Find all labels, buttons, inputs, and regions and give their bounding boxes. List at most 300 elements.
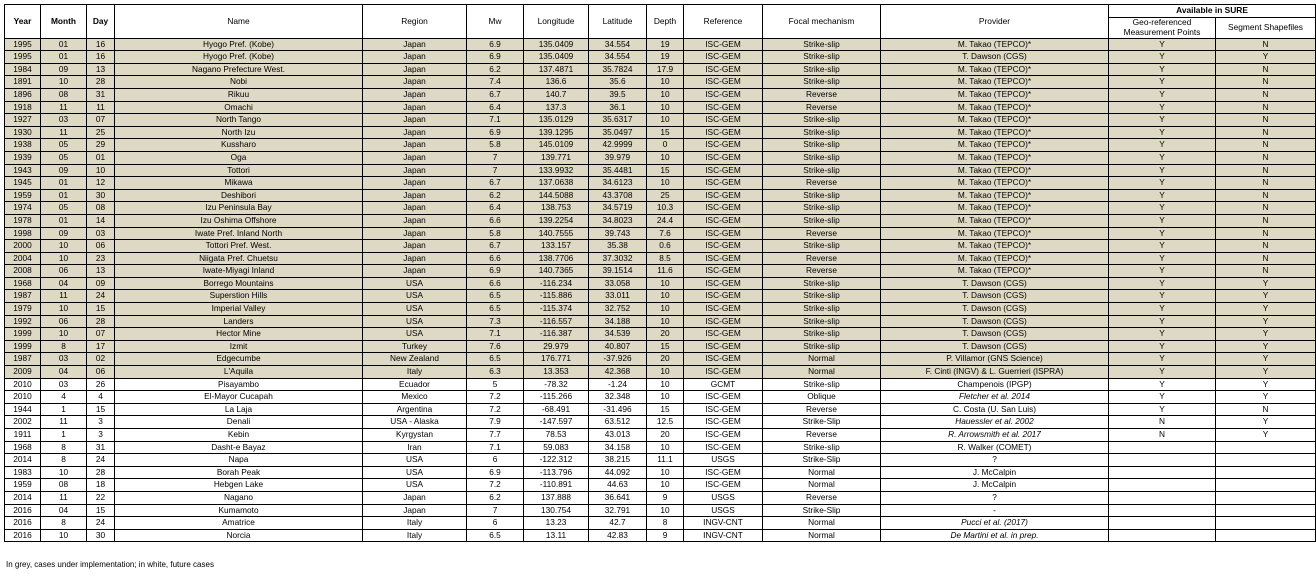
cell-reference: ISC-GEM [684, 202, 763, 215]
table-row [5, 454, 1316, 467]
cell-name: Tottori [115, 164, 363, 177]
cell-mw: 7.9 [467, 416, 524, 429]
cell-reference: ISC-GEM [684, 265, 763, 278]
cell-year: 1939 [5, 151, 41, 164]
cell-latitude: 36.1 [589, 101, 647, 114]
cell-latitude: 32.791 [589, 504, 647, 517]
cell-year: 2000 [5, 240, 41, 253]
cell-month: 09 [41, 164, 87, 177]
cell-region: Japan [363, 164, 467, 177]
cell-segment-shapefiles: Y [1216, 315, 1316, 328]
cell-year: 2008 [5, 265, 41, 278]
cell-name: Hector Mine [115, 328, 363, 341]
cell-longitude: -110.891 [524, 479, 589, 492]
cell-day: 11 [87, 101, 115, 114]
cell-latitude: 43.3708 [589, 189, 647, 202]
cell-region: USA [363, 454, 467, 467]
col-header-day: Day [87, 5, 115, 39]
table-row [5, 202, 1316, 215]
cell-latitude: 33.058 [589, 277, 647, 290]
cell-month: 03 [41, 353, 87, 366]
cell-focal-mechanism: Reverse [763, 265, 881, 278]
col-header-segment-shapefiles: Segment Shapefiles [1216, 17, 1316, 38]
cell-mw: 6.4 [467, 202, 524, 215]
cell-month: 09 [41, 63, 87, 76]
cell-provider: M. Takao (TEPCO)* [881, 101, 1109, 114]
cell-latitude: 44.092 [589, 466, 647, 479]
cell-longitude: -78.32 [524, 378, 589, 391]
cell-provider: F. Cinti (INGV) & L. Guerrieri (ISPRA) [881, 366, 1109, 379]
table-row [5, 214, 1316, 227]
cell-month: 01 [41, 177, 87, 190]
cell-provider: M. Takao (TEPCO)* [881, 189, 1109, 202]
col-header-year: Year [5, 5, 41, 39]
cell-day: 15 [87, 303, 115, 316]
cell-latitude: 40.807 [589, 340, 647, 353]
cell-longitude: 145.0109 [524, 139, 589, 152]
cell-depth: 8.5 [647, 252, 684, 265]
cell-day: 03 [87, 227, 115, 240]
cell-geo-referenced-points: Y [1109, 403, 1216, 416]
cell-provider: T. Dawson (CGS) [881, 315, 1109, 328]
cell-year: 2014 [5, 454, 41, 467]
cell-segment-shapefiles: Y [1216, 340, 1316, 353]
cell-geo-referenced-points: Y [1109, 277, 1216, 290]
cell-mw: 7.7 [467, 429, 524, 442]
cell-longitude: 29.979 [524, 340, 589, 353]
table-row [5, 303, 1316, 316]
cell-mw: 6.7 [467, 177, 524, 190]
cell-name: Kebin [115, 429, 363, 442]
cell-month: 8 [41, 441, 87, 454]
cell-latitude: -37.926 [589, 353, 647, 366]
cell-geo-referenced-points: Y [1109, 265, 1216, 278]
cell-geo-referenced-points [1109, 504, 1216, 517]
cell-name: Edgecumbe [115, 353, 363, 366]
cell-geo-referenced-points: N [1109, 416, 1216, 429]
cell-day: 16 [87, 38, 115, 51]
cell-year: 2010 [5, 391, 41, 404]
cell-segment-shapefiles: N [1216, 265, 1316, 278]
cell-provider: J. McCalpin [881, 479, 1109, 492]
cell-reference: ISC-GEM [684, 114, 763, 127]
cell-geo-referenced-points: Y [1109, 177, 1216, 190]
cell-region: New Zealand [363, 353, 467, 366]
cell-day: 3 [87, 416, 115, 429]
cell-reference: ISC-GEM [684, 227, 763, 240]
cell-provider: T. Dawson (CGS) [881, 303, 1109, 316]
table-row [5, 240, 1316, 253]
cell-latitude: 39.5 [589, 88, 647, 101]
table-row [5, 63, 1316, 76]
cell-mw: 7.1 [467, 114, 524, 127]
cell-longitude: 137.4871 [524, 63, 589, 76]
cell-reference: ISC-GEM [684, 214, 763, 227]
cell-year: 1979 [5, 303, 41, 316]
cell-focal-mechanism: Strike-slip [763, 126, 881, 139]
cell-year: 1959 [5, 189, 41, 202]
cell-latitude: 32.752 [589, 303, 647, 316]
cell-longitude: 140.7 [524, 88, 589, 101]
cell-segment-shapefiles: Y [1216, 290, 1316, 303]
cell-latitude: 35.0497 [589, 126, 647, 139]
table-row [5, 114, 1316, 127]
cell-day: 16 [87, 51, 115, 64]
table-row [5, 529, 1316, 542]
cell-region: USA [363, 315, 467, 328]
cell-day: 28 [87, 315, 115, 328]
cell-focal-mechanism: Normal [763, 479, 881, 492]
cell-segment-shapefiles: N [1216, 63, 1316, 76]
table-row [5, 177, 1316, 190]
cell-depth: 15 [647, 340, 684, 353]
cell-latitude: 42.368 [589, 366, 647, 379]
cell-mw: 7.3 [467, 315, 524, 328]
cell-name: La Laja [115, 403, 363, 416]
cell-region: Italy [363, 517, 467, 530]
cell-geo-referenced-points [1109, 491, 1216, 504]
cell-day: 25 [87, 126, 115, 139]
cell-provider: ? [881, 491, 1109, 504]
cell-depth: 10 [647, 151, 684, 164]
table-row [5, 139, 1316, 152]
cell-depth: 10 [647, 88, 684, 101]
col-header-focal-mechanism: Focal mechanism [763, 5, 881, 39]
cell-focal-mechanism: Strike-slip [763, 51, 881, 64]
cell-year: 1983 [5, 466, 41, 479]
cell-longitude: -115.886 [524, 290, 589, 303]
cell-region: USA [363, 277, 467, 290]
col-header-name: Name [115, 5, 363, 39]
cell-name: North Tango [115, 114, 363, 127]
cell-segment-shapefiles: N [1216, 202, 1316, 215]
cell-mw: 6.3 [467, 366, 524, 379]
cell-day: 09 [87, 277, 115, 290]
cell-name: L'Aquila [115, 366, 363, 379]
cell-longitude: 133.157 [524, 240, 589, 253]
cell-name: Nobi [115, 76, 363, 89]
col-header-reference: Reference [684, 5, 763, 39]
cell-longitude: 13.353 [524, 366, 589, 379]
cell-segment-shapefiles: Y [1216, 328, 1316, 341]
cell-focal-mechanism: Reverse [763, 252, 881, 265]
cell-mw: 7.1 [467, 441, 524, 454]
cell-name: Borah Peak [115, 466, 363, 479]
table-row [5, 391, 1316, 404]
cell-focal-mechanism: Strike-slip [763, 315, 881, 328]
cell-focal-mechanism: Strike-slip [763, 340, 881, 353]
cell-day: 18 [87, 479, 115, 492]
cell-latitude: 37.3032 [589, 252, 647, 265]
cell-name: Rikuu [115, 88, 363, 101]
cell-reference: INGV-CNT [684, 529, 763, 542]
cell-provider: T. Dawson (CGS) [881, 277, 1109, 290]
cell-latitude: -1.24 [589, 378, 647, 391]
cell-depth: 10 [647, 114, 684, 127]
table-row [5, 252, 1316, 265]
cell-month: 08 [41, 479, 87, 492]
cell-segment-shapefiles: N [1216, 227, 1316, 240]
cell-segment-shapefiles: Y [1216, 378, 1316, 391]
cell-latitude: 39.1514 [589, 265, 647, 278]
cell-mw: 6.5 [467, 353, 524, 366]
cell-mw: 6.7 [467, 240, 524, 253]
cell-year: 1918 [5, 101, 41, 114]
cell-year: 1987 [5, 290, 41, 303]
cell-focal-mechanism: Normal [763, 466, 881, 479]
col-header-region: Region [363, 5, 467, 39]
cell-longitude: -122.312 [524, 454, 589, 467]
cell-focal-mechanism: Normal [763, 353, 881, 366]
cell-focal-mechanism: Strike-slip [763, 378, 881, 391]
cell-segment-shapefiles: Y [1216, 277, 1316, 290]
cell-longitude: 139.771 [524, 151, 589, 164]
earthquake-table-container [4, 4, 1303, 542]
cell-month: 06 [41, 265, 87, 278]
cell-geo-referenced-points: Y [1109, 76, 1216, 89]
cell-month: 04 [41, 366, 87, 379]
cell-region: Japan [363, 177, 467, 190]
cell-month: 01 [41, 51, 87, 64]
cell-name: Izmit [115, 340, 363, 353]
cell-region: Kyrgystan [363, 429, 467, 442]
cell-reference: ISC-GEM [684, 391, 763, 404]
cell-mw: 7.1 [467, 328, 524, 341]
cell-day: 28 [87, 466, 115, 479]
cell-provider: J. McCalpin [881, 466, 1109, 479]
cell-geo-referenced-points: Y [1109, 378, 1216, 391]
cell-segment-shapefiles: N [1216, 88, 1316, 101]
cell-day: 15 [87, 504, 115, 517]
col-header-depth: Depth [647, 5, 684, 39]
col-header-mw: Mw [467, 5, 524, 39]
cell-segment-shapefiles: N [1216, 76, 1316, 89]
cell-latitude: 35.6317 [589, 114, 647, 127]
cell-geo-referenced-points: Y [1109, 227, 1216, 240]
cell-month: 10 [41, 76, 87, 89]
cell-reference: ISC-GEM [684, 139, 763, 152]
col-header-month: Month [41, 5, 87, 39]
cell-geo-referenced-points: Y [1109, 303, 1216, 316]
cell-segment-shapefiles: Y [1216, 353, 1316, 366]
cell-depth: 10.3 [647, 202, 684, 215]
cell-geo-referenced-points: Y [1109, 366, 1216, 379]
table-row [5, 479, 1316, 492]
table-row [5, 101, 1316, 114]
cell-year: 1987 [5, 353, 41, 366]
cell-month: 01 [41, 38, 87, 51]
cell-depth: 25 [647, 189, 684, 202]
cell-geo-referenced-points: Y [1109, 252, 1216, 265]
cell-latitude: 42.7 [589, 517, 647, 530]
cell-focal-mechanism: Strike-slip [763, 202, 881, 215]
cell-provider: P. Villamor (GNS Science) [881, 353, 1109, 366]
cell-segment-shapefiles: N [1216, 114, 1316, 127]
cell-reference: ISC-GEM [684, 240, 763, 253]
cell-year: 1984 [5, 63, 41, 76]
cell-geo-referenced-points: Y [1109, 151, 1216, 164]
cell-reference: ISC-GEM [684, 151, 763, 164]
cell-depth: 11.6 [647, 265, 684, 278]
cell-geo-referenced-points [1109, 441, 1216, 454]
cell-depth: 19 [647, 38, 684, 51]
cell-geo-referenced-points: Y [1109, 353, 1216, 366]
cell-provider: T. Dawson (CGS) [881, 328, 1109, 341]
cell-mw: 6.5 [467, 303, 524, 316]
cell-year: 1998 [5, 227, 41, 240]
table-row [5, 227, 1316, 240]
cell-region: Japan [363, 139, 467, 152]
cell-latitude: -31.496 [589, 403, 647, 416]
table-row [5, 51, 1316, 64]
cell-reference: ISC-GEM [684, 441, 763, 454]
table-row [5, 265, 1316, 278]
cell-reference: ISC-GEM [684, 189, 763, 202]
cell-reference: ISC-GEM [684, 76, 763, 89]
cell-month: 10 [41, 240, 87, 253]
cell-geo-referenced-points: Y [1109, 315, 1216, 328]
cell-month: 05 [41, 202, 87, 215]
cell-provider: M. Takao (TEPCO)* [881, 126, 1109, 139]
cell-day: 24 [87, 517, 115, 530]
cell-month: 8 [41, 517, 87, 530]
cell-focal-mechanism: Reverse [763, 88, 881, 101]
cell-depth: 7.6 [647, 227, 684, 240]
cell-segment-shapefiles [1216, 529, 1316, 542]
cell-region: Japan [363, 101, 467, 114]
cell-day: 22 [87, 491, 115, 504]
cell-segment-shapefiles: Y [1216, 366, 1316, 379]
cell-depth: 20 [647, 353, 684, 366]
cell-name: Deshibori [115, 189, 363, 202]
cell-month: 11 [41, 416, 87, 429]
cell-month: 10 [41, 328, 87, 341]
cell-longitude: -147.597 [524, 416, 589, 429]
cell-depth: 10 [647, 366, 684, 379]
cell-geo-referenced-points: Y [1109, 38, 1216, 51]
cell-focal-mechanism: Strike-slip [763, 277, 881, 290]
table-row [5, 88, 1316, 101]
table-row [5, 517, 1316, 530]
cell-provider: R. Arrowsmith et al. 2017 [881, 429, 1109, 442]
col-header-latitude: Latitude [589, 5, 647, 39]
cell-name: Denali [115, 416, 363, 429]
table-row [5, 151, 1316, 164]
cell-focal-mechanism: Reverse [763, 227, 881, 240]
cell-name: Dasht-e Bayaz [115, 441, 363, 454]
cell-longitude: -115.266 [524, 391, 589, 404]
cell-segment-shapefiles [1216, 454, 1316, 467]
cell-day: 24 [87, 290, 115, 303]
cell-name: Landers [115, 315, 363, 328]
table-row [5, 441, 1316, 454]
cell-segment-shapefiles: Y [1216, 429, 1316, 442]
cell-geo-referenced-points: Y [1109, 51, 1216, 64]
cell-mw: 6.4 [467, 101, 524, 114]
cell-provider: M. Takao (TEPCO)* [881, 177, 1109, 190]
cell-longitude: 135.0409 [524, 38, 589, 51]
cell-longitude: 138.753 [524, 202, 589, 215]
cell-mw: 6 [467, 517, 524, 530]
cell-focal-mechanism: Strike-slip [763, 151, 881, 164]
cell-day: 3 [87, 429, 115, 442]
cell-geo-referenced-points: Y [1109, 240, 1216, 253]
cell-mw: 6.6 [467, 277, 524, 290]
cell-day: 14 [87, 214, 115, 227]
cell-name: Oga [115, 151, 363, 164]
cell-latitude: 43.013 [589, 429, 647, 442]
cell-name: Tottori Pref. West. [115, 240, 363, 253]
cell-year: 1927 [5, 114, 41, 127]
cell-longitude: 136.6 [524, 76, 589, 89]
cell-depth: 20 [647, 429, 684, 442]
cell-month: 04 [41, 277, 87, 290]
cell-longitude: 144.5088 [524, 189, 589, 202]
table-row [5, 164, 1316, 177]
table-row [5, 340, 1316, 353]
cell-longitude: 139.2254 [524, 214, 589, 227]
cell-name: Nagano [115, 491, 363, 504]
table-row [5, 328, 1316, 341]
cell-focal-mechanism: Strike-slip [763, 164, 881, 177]
cell-provider: Pucci et al. (2017) [881, 517, 1109, 530]
cell-region: Japan [363, 63, 467, 76]
cell-region: USA [363, 328, 467, 341]
cell-name: Kumamoto [115, 504, 363, 517]
cell-depth: 24.4 [647, 214, 684, 227]
cell-provider: M. Takao (TEPCO)* [881, 202, 1109, 215]
cell-provider: M. Takao (TEPCO)* [881, 63, 1109, 76]
cell-mw: 6.7 [467, 88, 524, 101]
cell-name: Kussharo [115, 139, 363, 152]
cell-mw: 7.2 [467, 403, 524, 416]
cell-segment-shapefiles: N [1216, 38, 1316, 51]
cell-name: Imperial Valley [115, 303, 363, 316]
cell-year: 1999 [5, 340, 41, 353]
cell-segment-shapefiles: N [1216, 240, 1316, 253]
cell-day: 28 [87, 76, 115, 89]
cell-reference: ISC-GEM [684, 315, 763, 328]
table-row [5, 290, 1316, 303]
cell-day: 24 [87, 454, 115, 467]
cell-latitude: 39.743 [589, 227, 647, 240]
cell-longitude: -116.557 [524, 315, 589, 328]
cell-name: El-Mayor Cucapah [115, 391, 363, 404]
cell-day: 06 [87, 366, 115, 379]
cell-geo-referenced-points: Y [1109, 340, 1216, 353]
cell-reference: ISC-GEM [684, 340, 763, 353]
cell-mw: 5.8 [467, 227, 524, 240]
cell-month: 04 [41, 504, 87, 517]
cell-longitude: 137.3 [524, 101, 589, 114]
cell-region: Japan [363, 491, 467, 504]
cell-reference: ISC-GEM [684, 164, 763, 177]
table-row [5, 38, 1316, 51]
cell-segment-shapefiles: Y [1216, 391, 1316, 404]
cell-day: 07 [87, 328, 115, 341]
cell-provider: M. Takao (TEPCO)* [881, 151, 1109, 164]
cell-geo-referenced-points: Y [1109, 164, 1216, 177]
cell-mw: 6.2 [467, 491, 524, 504]
cell-depth: 10 [647, 378, 684, 391]
cell-month: 03 [41, 114, 87, 127]
cell-reference: ISC-GEM [684, 126, 763, 139]
cell-longitude: 176.771 [524, 353, 589, 366]
cell-mw: 7.2 [467, 391, 524, 404]
cell-month: 11 [41, 491, 87, 504]
cell-region: USA [363, 466, 467, 479]
cell-reference: ISC-GEM [684, 303, 763, 316]
